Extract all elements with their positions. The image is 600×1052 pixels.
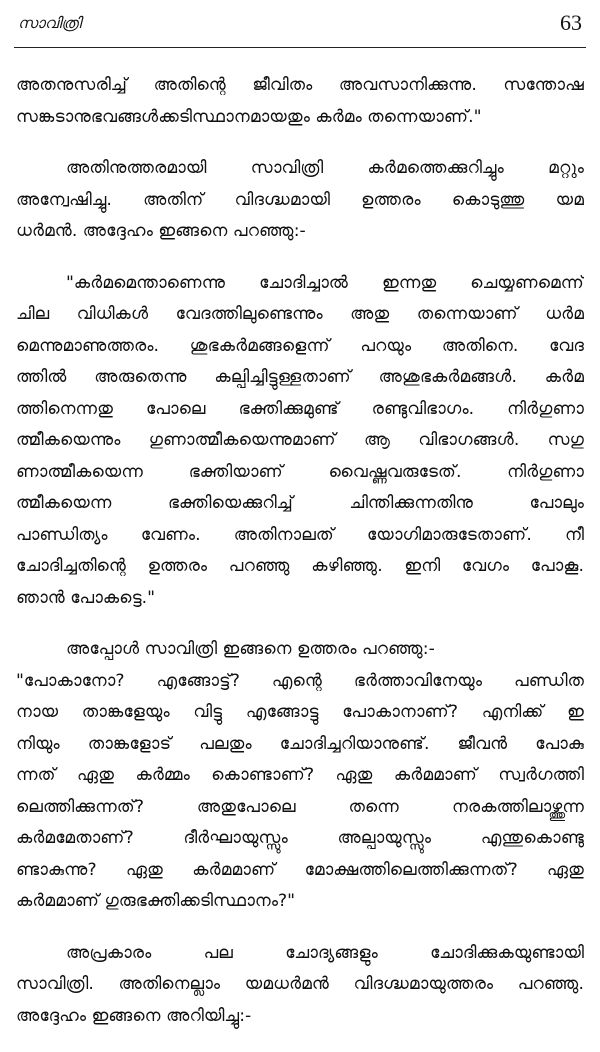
text-line: അദ്ദേഹം ഇങ്ങനെ അറിയിച്ചു:- (16, 1005, 252, 1026)
text-line: പാണ്ഡിത്യം വേണം. അതിനാലത് യോഗിമാരുടേതാണ്. നീ (16, 524, 584, 545)
text-line: അപ്പോൾ സാവിത്രി ഇങ്ങനെ ഉത്തരം പറഞ്ഞു:- (66, 639, 435, 659)
text-line: ധർമൻ. അദ്ദേഹം ഇങ്ങനെ പറഞ്ഞു:- (16, 221, 306, 241)
text-line: ത്മീകയെന്നും ഗുണാത്മീകയെന്നുമാണ് ആ വിഭാഗങ്ങൾ. സഗു (16, 430, 584, 450)
text-line: സാവിത്രി. അതിനെല്ലാം യമധർമൻ വിദഗ്ദ്ധമായുത്തരം പറഞ്ഞു. (16, 974, 584, 994)
text-line: ഞാൻ പോകട്ടെ." (16, 587, 156, 608)
paragraph (16, 153, 584, 248)
text-line: ചില വിധികൾ വേദത്തിലുണ്ടെന്നും അതു തന്നെയാണ് ധർമ (16, 304, 584, 324)
text-line: സങ്കടാനുഭവങ്ങൾക്കടിസ്ഥാനമായതും കർമം തന്നെയാണ്." (16, 106, 482, 127)
text-line: അതിനുത്തരമായി സാവിത്രി കർമത്തെക്കുറിച്ചും മറ്റും (66, 158, 584, 178)
paragraph (16, 70, 584, 133)
text-line: മെന്നുമാണുത്തരം. ശുഭകർമങ്ങളെന്ന് പറയും അതിനെ. വേദ (16, 335, 584, 356)
text-line: അതനുസരിച്ച് അതിന്റെ ജീവിതം അവസാനിക്കുന്നു. സന്തോഷ (16, 75, 584, 95)
text-line: ലെത്തിക്കുന്നത്? അതുപോലെ തന്നെ നരകത്തിലാഴ്ത്തുന്ന (16, 796, 584, 817)
text-line: ചോദിച്ചതിന്റെ ഉത്തരം പറഞ്ഞു കഴിഞ്ഞു. ഇനി വേഗം പോകൂ. (16, 556, 584, 576)
text-line: "കർമമെന്താണെന്നു ചോദിച്ചാൽ ഇന്നതു ചെയ്യണമെന്ന് (66, 272, 584, 293)
paragraph (16, 938, 584, 1033)
running-title: സാവിത്രി (18, 14, 82, 32)
text-line: കർമമേതാണ്? ദീർഘായുസ്സും അല്പായുസ്സും എന്തുകൊണ്ടു (16, 828, 584, 848)
text-line: അപ്രകാരം പല ചോദ്യങ്ങളും ചോദിക്കുകയുണ്ടായി (66, 942, 584, 963)
page-number: 63 (560, 10, 582, 35)
text-line: "പോകാനോ? എങ്ങോട്ട്? എന്റെ ഭർത്താവിനേയും പണ്ഡിത (16, 670, 584, 691)
paragraph (16, 268, 584, 615)
text-line: ണ്ടാകുന്നു? ഏതു കർമമാണ് മോക്ഷത്തിലെത്തിക്കുന്നത്? ഏതു (16, 859, 584, 880)
text-line: ത്തിനെന്നതു പോലെ ഭക്തിക്കുമുണ്ട് രണ്ടുവിഭാഗം. നിർഗുണാ (16, 398, 584, 419)
paragraph (16, 634, 584, 918)
text-line: അന്വേഷിച്ചു. അതിന് വിദഗ്ദ്ധമായി ഉത്തരം കൊടുത്തു യമ (16, 189, 584, 210)
text-line: ത്തിൽ അരുതെന്നു കല്പിച്ചിട്ടുള്ളതാണ് അശുഭകർമങ്ങൾ. കർമ (16, 367, 584, 387)
text-line: ത്മീകയെന്ന ഭക്തിയെക്കുറിച്ച് ചിന്തിക്കുന്നതിനു പോലും (16, 493, 584, 513)
text-line: നായ താങ്കളേയും വിട്ടു എങ്ങോട്ടു പോകാനാണ്? എനിക്ക് ഇ (16, 702, 584, 722)
header-rule (14, 47, 586, 48)
text-line: ന്നത് ഏതു കർമ്മം കൊണ്ടാണ്? ഏതു കർമമാണ് സ്വർഗത്തി (16, 765, 584, 785)
text-line: കർമമാണ് ഗുരുഭക്തിക്കടിസ്ഥാനം?" (16, 891, 296, 911)
text-line: നിയും താങ്കളോട് പലതും ചോദിച്ചറിയാനുണ്ട്. ജീവൻ പോകു (16, 733, 584, 754)
body-text (16, 70, 584, 1052)
text-line: ണാത്മീകയെന്ന ഭക്തിയാണ് വൈഷ്ണവരുടേത്. നിർഗുണാ (16, 461, 584, 482)
